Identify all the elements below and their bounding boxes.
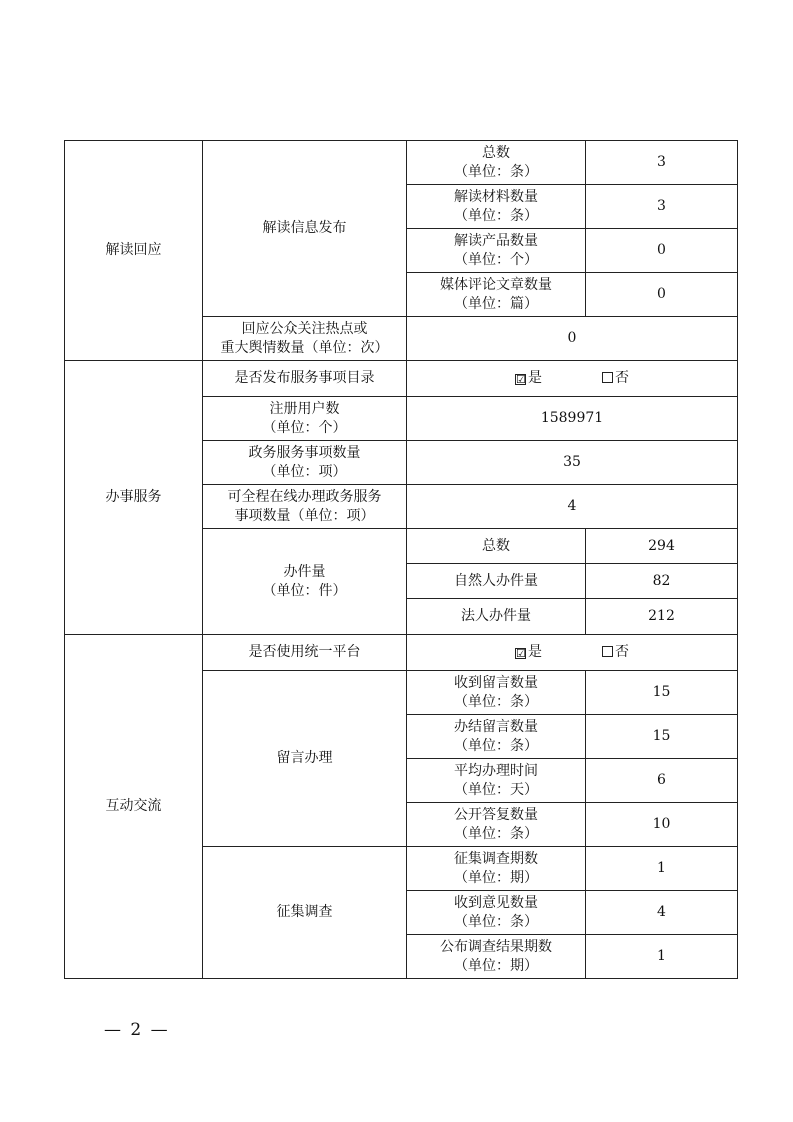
- row-label-line1: 公布调查结果期数: [440, 938, 552, 955]
- row-value: 1: [586, 847, 738, 891]
- row-label: [407, 229, 586, 273]
- row-label-line1: 注册用户数: [269, 400, 340, 417]
- row-label-line1: 办结留言数量: [454, 718, 538, 735]
- option-no-label: 否: [615, 644, 629, 660]
- row-label: [407, 847, 586, 891]
- row-label-line1: 公开答复数量: [454, 806, 538, 823]
- option-yes-label: 是: [528, 644, 542, 660]
- row-value: 0: [586, 273, 738, 317]
- checkbox-group-platform: [407, 635, 738, 671]
- row-value: 212: [586, 599, 738, 635]
- row-label: [407, 935, 586, 979]
- table-row: [65, 361, 738, 397]
- row-label-line1: 收到意见数量: [454, 894, 538, 911]
- row-label: [407, 273, 586, 317]
- row-label-unit: （单位：条）: [454, 913, 538, 930]
- row-label: [407, 803, 586, 847]
- section-label-service: 办事服务: [65, 361, 203, 635]
- row-label-line1: 总数: [482, 144, 510, 161]
- row-value: 15: [586, 715, 738, 759]
- row-label-platform: 是否使用统一平台: [203, 635, 407, 671]
- row-label-unit: 重大舆情数量（单位：次）: [220, 339, 389, 356]
- row-label-unit: 事项数量（单位：项）: [234, 507, 375, 524]
- row-label-line1: 征集调查期数: [454, 850, 538, 867]
- row-label-line1: 解读材料数量: [454, 188, 538, 205]
- row-label: 法人办件量: [407, 599, 586, 635]
- subsection-label-survey: 征集调查: [203, 847, 407, 979]
- row-label-line1: 办件量: [283, 563, 326, 580]
- row-label-line1: 解读产品数量: [454, 232, 538, 249]
- row-value: 294: [586, 529, 738, 564]
- row-label: [407, 715, 586, 759]
- option-yes-label: 是: [528, 370, 542, 386]
- row-label: [407, 759, 586, 803]
- row-value: 15: [586, 671, 738, 715]
- subsection-label-cases: [203, 529, 407, 635]
- row-label: [203, 485, 407, 529]
- unchecked-checkbox-icon[interactable]: [602, 646, 613, 657]
- section-label-interaction: 互动交流: [65, 635, 203, 979]
- subsection-label-release: 解读信息发布: [203, 141, 407, 317]
- table-row: [65, 635, 738, 671]
- row-value: 0: [586, 229, 738, 273]
- row-label: [407, 141, 586, 185]
- row-label: [203, 441, 407, 485]
- row-label-catalog: 是否发布服务事项目录: [203, 361, 407, 397]
- row-value: 1589971: [407, 397, 738, 441]
- row-label-unit: （单位：条）: [454, 737, 538, 754]
- row-label-unit: （单位：条）: [454, 825, 538, 842]
- row-value: 3: [586, 141, 738, 185]
- row-label: [407, 671, 586, 715]
- checked-checkbox-icon[interactable]: ☑: [516, 373, 526, 386]
- row-value: 4: [407, 485, 738, 529]
- row-label-unit: （单位：期）: [454, 869, 538, 886]
- row-label-unit: （单位：天）: [454, 781, 538, 798]
- row-label-line1: 可全程在线办理政务服务: [227, 488, 382, 505]
- section-label-interpret: 解读回应: [65, 141, 203, 361]
- row-label-line1: 政务服务事项数量: [248, 444, 361, 461]
- government-info-table: [64, 140, 738, 979]
- row-label-unit: （单位：件）: [262, 582, 347, 599]
- row-label-line1: 回应公众关注热点或: [241, 320, 368, 337]
- row-value: 35: [407, 441, 738, 485]
- unchecked-checkbox-icon[interactable]: [602, 372, 613, 383]
- row-label: [407, 891, 586, 935]
- row-label-unit: （单位：条）: [454, 693, 538, 710]
- checkbox-group-catalog: [407, 361, 738, 397]
- row-value: 82: [586, 564, 738, 599]
- row-label: [203, 397, 407, 441]
- row-label-hotspot: [203, 317, 407, 361]
- row-label-unit: （单位：期）: [454, 957, 538, 974]
- row-value: 3: [586, 185, 738, 229]
- row-label-unit: （单位：个）: [454, 251, 538, 268]
- row-label-line1: 平均办理时间: [454, 762, 538, 779]
- row-label-unit: （单位：项）: [262, 463, 347, 480]
- row-label: 自然人办件量: [407, 564, 586, 599]
- table-row: [65, 141, 738, 185]
- checked-checkbox-icon[interactable]: ☑: [516, 647, 526, 660]
- row-label-unit: （单位：条）: [454, 207, 538, 224]
- row-value: 1: [586, 935, 738, 979]
- row-label: 总数: [407, 529, 586, 564]
- row-value-hotspot: 0: [407, 317, 738, 361]
- option-no-label: 否: [615, 370, 629, 386]
- row-label-line1: 收到留言数量: [454, 674, 538, 691]
- row-label-unit: （单位：个）: [262, 419, 347, 436]
- row-value: 6: [586, 759, 738, 803]
- subsection-label-messages: 留言办理: [203, 671, 407, 847]
- row-label-line1: 媒体评论文章数量: [440, 276, 552, 293]
- row-value: 10: [586, 803, 738, 847]
- row-label: [407, 185, 586, 229]
- row-label-unit: （单位：条）: [454, 163, 538, 180]
- page-number: — 2 —: [104, 1020, 170, 1040]
- row-label-unit: （单位：篇）: [454, 295, 538, 312]
- row-value: 4: [586, 891, 738, 935]
